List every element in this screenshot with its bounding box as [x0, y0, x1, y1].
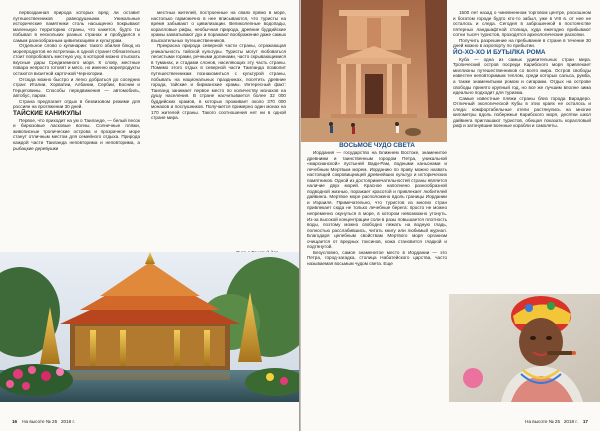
right-footer [525, 419, 588, 424]
right-column-2 [453, 10, 591, 292]
temple-illustration [0, 252, 299, 402]
paragraph: Самые известные пляжи страны близ города Варадеро. Отличный экологической Кубы в этих краях не осталось и следа: комфортабельные отели растянулись на многие километры вдоль побережья Карибского моря, десятки школ дайвинга приглашают туристов, обещая показать коралловый риф и затонувшие военные корабли и самолеты. [453, 95, 591, 129]
paragraph: Первое, что приходит на ум о Таиланде, — белый песок и бирюзовые ласковые волны. Солнечные пляжи, живописные тропические острова и прозрачное море станут отличным местом для семейного отдыха. Природа каждой части Таиланда неповторима и неповторима, а рыбацкие деревушки [13, 117, 140, 151]
paragraph: Получить разрешение на пребывание в стране в течение 30 дней можно в аэропорту по прибытии. [453, 37, 591, 49]
issue-year: 2018 г. [60, 419, 75, 424]
issue-year: 2018 г. [563, 419, 578, 424]
section-heading-jordan: ВОСЬМОЕ ЧУДО СВЕТА [339, 142, 415, 149]
cuba-woman-photo [449, 294, 600, 402]
right-column-1 [307, 142, 447, 402]
paragraph: Отдельное слово о кулинарии: такого обилия блюд из морепродуктов не встретишь в одной стране! Обязательно стоит попробовать местную уху, в которой можно отыскать вкусные дары Средиземного моря. К слову, местные повара непросто готовят и мясо, но именно морепродукты остаются визитной карточкой Черногории. [13, 43, 140, 77]
left-column-1 [13, 10, 140, 256]
paragraph: Прекрасна природа северной части страны, отражающая уникальность тайской культуры. Туристы могут любоваться лесистыми горами, речными долинами, часто скрывающимися в туманах, и стадами слонов, населяющих эту часть страны. Помимо этого отдых в северной части Таиланда позволит путешественникам познакомиться с культурой страны, побывать на национальных праздниках, посетить древние города, тайские и бирманские храмы. Интересный факт: Таиланд занимает первое место по количеству монахов на душу населения. В стране насчитывается более 32 000 буддийских храмов, в которых проживает около 370 000 монахов и послушников. Получается примерно один монах на 170 жителей страны. Такого соотношения нет ни в одной стране мира. [151, 43, 286, 121]
petra-illustration [301, 0, 447, 142]
paragraph: местных жителей, построенные на сваях прямо в море, настолько гармонично в нее вписываются, что туристы на время забывают о цивилизации. Великолепные водопады, коралловые рифы, необычная природа, древние буддийские храмы захватывают дух и поражают воображение даже самых взыскательных путешественников. [151, 10, 286, 43]
page-number: 16 [12, 419, 18, 424]
paragraph: первозданная природа которых вряд ли оставит путешественников равнодушными. Уникальные исторические памятники столь насыщенно покрывают маленькую территорию страны, что кажется, будто ты побывал в нескольких разных странах и пробудился к самым разнообразным цивилизациям и культурам. [13, 10, 140, 43]
left-page [0, 0, 299, 431]
petra-photo [301, 0, 447, 142]
magazine-title: На высоте № 25 [525, 419, 561, 424]
paragraph: Куба — одна из самых удивительных стран мира. Тропический остров посреди Карибского моря привлекает миллионы путешественников со всего мира. Остров свободы известен неповторимым теплом, среди которых сальса, румба, а также знаменитыми ромом и сигарами. Отдых на острове свободы принято крупный год, но все же лучшим вполне зима идеально подходит для туризма. [453, 56, 591, 96]
right-page [301, 0, 600, 431]
section-heading-cuba: ЙО-ХО-ХО И БУТЫЛКА РОМА [453, 48, 546, 56]
paragraph: Страна предлагает отдых в безвизовом режиме для россиян на протяжении 30 дней. [13, 98, 140, 110]
paragraph: Отсюда можно быстро и легко добраться до соседних стран: Италии, Хорватии, Албании, Сербии, Боснии и Герцеговины. Способы передвижения — автомобиль, автобус, паром. [13, 76, 140, 99]
magazine-title: На высоте № 25 [22, 419, 58, 424]
paragraph: 1500 лет назад о чиневненном торговом центре, роскошном и богатом городе будто кто-то забыл, уже в VIII в. от нее не осталось и следа. Сегодня в заброшенной в постоянстве пятерных ландшафтной столица, куда ежегодно прибывают сотни тысяч туристов, проходятся археологические раскопки. [453, 10, 591, 38]
left-column-2 [151, 10, 286, 248]
paragraph: Безусловно, самое знаменитое место в Иордании — это Петра, город-загадка, столица Набатейского царства, часто называемая восьмым чудом света. Еще [307, 249, 447, 266]
thai-temple-photo [0, 252, 299, 402]
paragraph: Иордания — государство на Ближнем Востоке, знаменитое древними и таинственным городом Петра, уникальной «марсианской» пустыней Вади-Рам, водными каньонами и лечебным Мертвым морем. Иорданию по праву можно назвать настоящей сокровищницей древнейших культур и исторических памятников. Одной из достопримечательностей страны является наличие двух морей. Красное наполнено разнообразной подводной жизнью, поражает красотой и привлекает любителей дайвинга. Мертвое море расположено вдоль границы Иордании и Израиля. Примечательно, что туристов из многих стран привлекает сюда не только лечебные берега: просто не можно непременно окунуться в море, в котором невозможно утонуть. Из-за высокой концентрации соли в разы повышается плотность воды, поэтому можно свободно лежать на водную гладь, полностью расслабившись, читать книгу или любимый журнал. Благодаря целебным свойствам Мертвого моря организм очищается от вредных токсинов, кожа становится гладкой и подтянутой. [307, 150, 447, 250]
cuba-illustration [449, 294, 600, 402]
page-number: 17 [582, 419, 588, 424]
left-footer [12, 419, 75, 424]
section-heading-thai: ТАЙСКИЕ КАНИКУЛЫ [13, 109, 82, 117]
